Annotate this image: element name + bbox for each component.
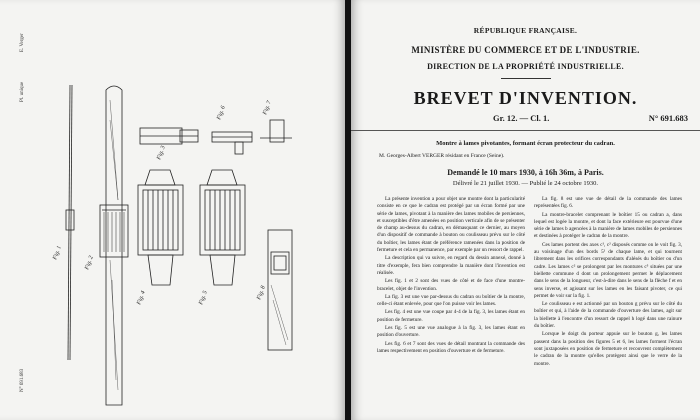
paragraph: Les fig. 4 est une vue coupe par 4-4 de la fig. 3, les lames étant en position de fermeture. [377, 309, 525, 323]
ministry-heading: MINISTÈRE DU COMMERCE ET DE L'INDUSTRIE. [411, 45, 640, 55]
inventor-line: M. Georges-Albert VERGER résidant en France (Seine). [379, 153, 505, 159]
direction-heading: DIRECTION DE LA PROPRIÉTÉ INDUSTRIELLE. [427, 62, 624, 71]
body-column-right [534, 196, 682, 369]
fig-label-5: Fig. 5 [198, 290, 209, 306]
paragraph: La fig. 8 est une vue de détail de la commande des lames représentées fig. 6. [534, 196, 682, 210]
paragraph: Les fig. 5 est une vue analogue à la fig. 3, les lames étant en position d'ouverture. [377, 325, 525, 339]
paragraph: Ces lames portent des axes c¹, c² disposés comme on le voit fig. 3, au voisinage d'un des bords 5¹ de chaque lame, et qui tournent librement dans les orifices correspondants d'alésés du boîtier ou d'un cadre. Les lames c² se prolongent par les montures c⁵ situées par une biellette commune d dont un prolongement permet le déplacement dans le sens de la longueur, c'est-à-dire dans le sens de la flèche f et en sens inverse, et agissant sur les lames en les faisant pivoter, ce qui permet de voir sur la fig. 1. [534, 241, 682, 299]
fig-label-4: Fig. 4 [136, 290, 147, 306]
paragraph: La fig. 3 est une vue par-dessus du cadran ou boîtier de la montre, celle-ci étant enlevée, pour que l'on puisse voir les lames. [377, 293, 525, 308]
patent-title: BREVET D'INVENTION. [413, 88, 638, 108]
title-rule [351, 130, 700, 131]
paragraph: Lorsque le doigt du porteur appuie sur le bouton g, les lames passent dans la position des figures 5 et 6, les lames forment l'écran sont juxtaposées en position de fermeture et recouvrent complètement le cadran de la montre qu'elles protègent ainsi que le verre de la montre. [534, 331, 682, 367]
patent-text-page [351, 0, 700, 420]
issue-date: Délivré le 21 juillet 1930. — Publié le 24 octobre 1930. [452, 180, 599, 187]
group-class: Gr. 12. — Cl. 1. [493, 113, 550, 123]
body-columns [377, 196, 682, 418]
fig-label-3: Fig. 3 [156, 145, 167, 161]
fig-label-7: Fig. 7 [262, 100, 273, 116]
filing-date: Demandé le 10 mars 1930, à 16h 36m, à Paris. [447, 168, 604, 177]
drawing-plate-page [0, 0, 345, 420]
fig-label-2: Fig. 2 [84, 255, 95, 271]
paragraph: Les fig. 1 et 2 sont des vues de côté et de face d'une montre-bracelet, objet de l'invention. [377, 278, 525, 292]
paragraph: La description qui va suivre, en regard du dessin annexé, donné à titre d'exemple, fera bien comprendre la manière dont l'invention est réalisée. [377, 255, 525, 276]
paragraph: Le coulisseau e est actionné par un bouton g prévu sur le côté du boîtier et qui, à l'aide de la commande d'ouverture des lames, agit sur la biellette à l'encontre d'un ressort de rappel h logé dans une rainure du boîtier. [534, 301, 682, 330]
fig-label-1: Fig. 1 [52, 245, 63, 261]
paragraph: La montre-bracelet comprenant le boîtier 15 ou cadran a, dans lequel est logée la montre, et dont la face extérieure est pourvue d'une série de lames b agencées à la manière de lames mobiles de persiennes et destinées à protéger le cadran de la montre. [534, 211, 682, 240]
fig-label-6: Fig. 6 [216, 105, 227, 121]
patent-drawing [30, 60, 330, 410]
paragraph: La présente invention a pour objet une montre dont la particularité consiste en ce que le cadran est protégé par un écran formé par une série de lames, pivotant à la manière des lames mobiles de persiennes, et susceptibles d'être amenées en position verticale afin de se présenter de champ au-dessus du cadran, en démasquant ce dernier, au moyen d'un dispositif de commande à bouton ou coulisseau prévu sur le côté du boîtier, les lames étant de préférence ramenées dans la position de fermeture et cela en permanence, par exemple par un ressort de rappel. [377, 196, 525, 254]
patent-number: N° 691.683 [648, 113, 688, 123]
margin-inventor: E. Verger [20, 33, 25, 52]
margin-patent-number: N° 691.683 [20, 368, 25, 392]
paragraph: Les fig. 6 et 7 sont des vues de détail montrant la commande des lames respectivement en position d'ouverture et de fermeture. [377, 340, 525, 354]
republic-heading: RÉPUBLIQUE FRANÇAISE. [473, 26, 578, 35]
body-column-left [377, 196, 525, 356]
header-rule [501, 78, 551, 79]
fig-label-8: Fig. 8 [256, 285, 267, 301]
margin-plate: Pl. unique [20, 81, 25, 102]
invention-subject: Montre à lames pivotantes, formant écran protecteur du cadran. [436, 140, 615, 147]
